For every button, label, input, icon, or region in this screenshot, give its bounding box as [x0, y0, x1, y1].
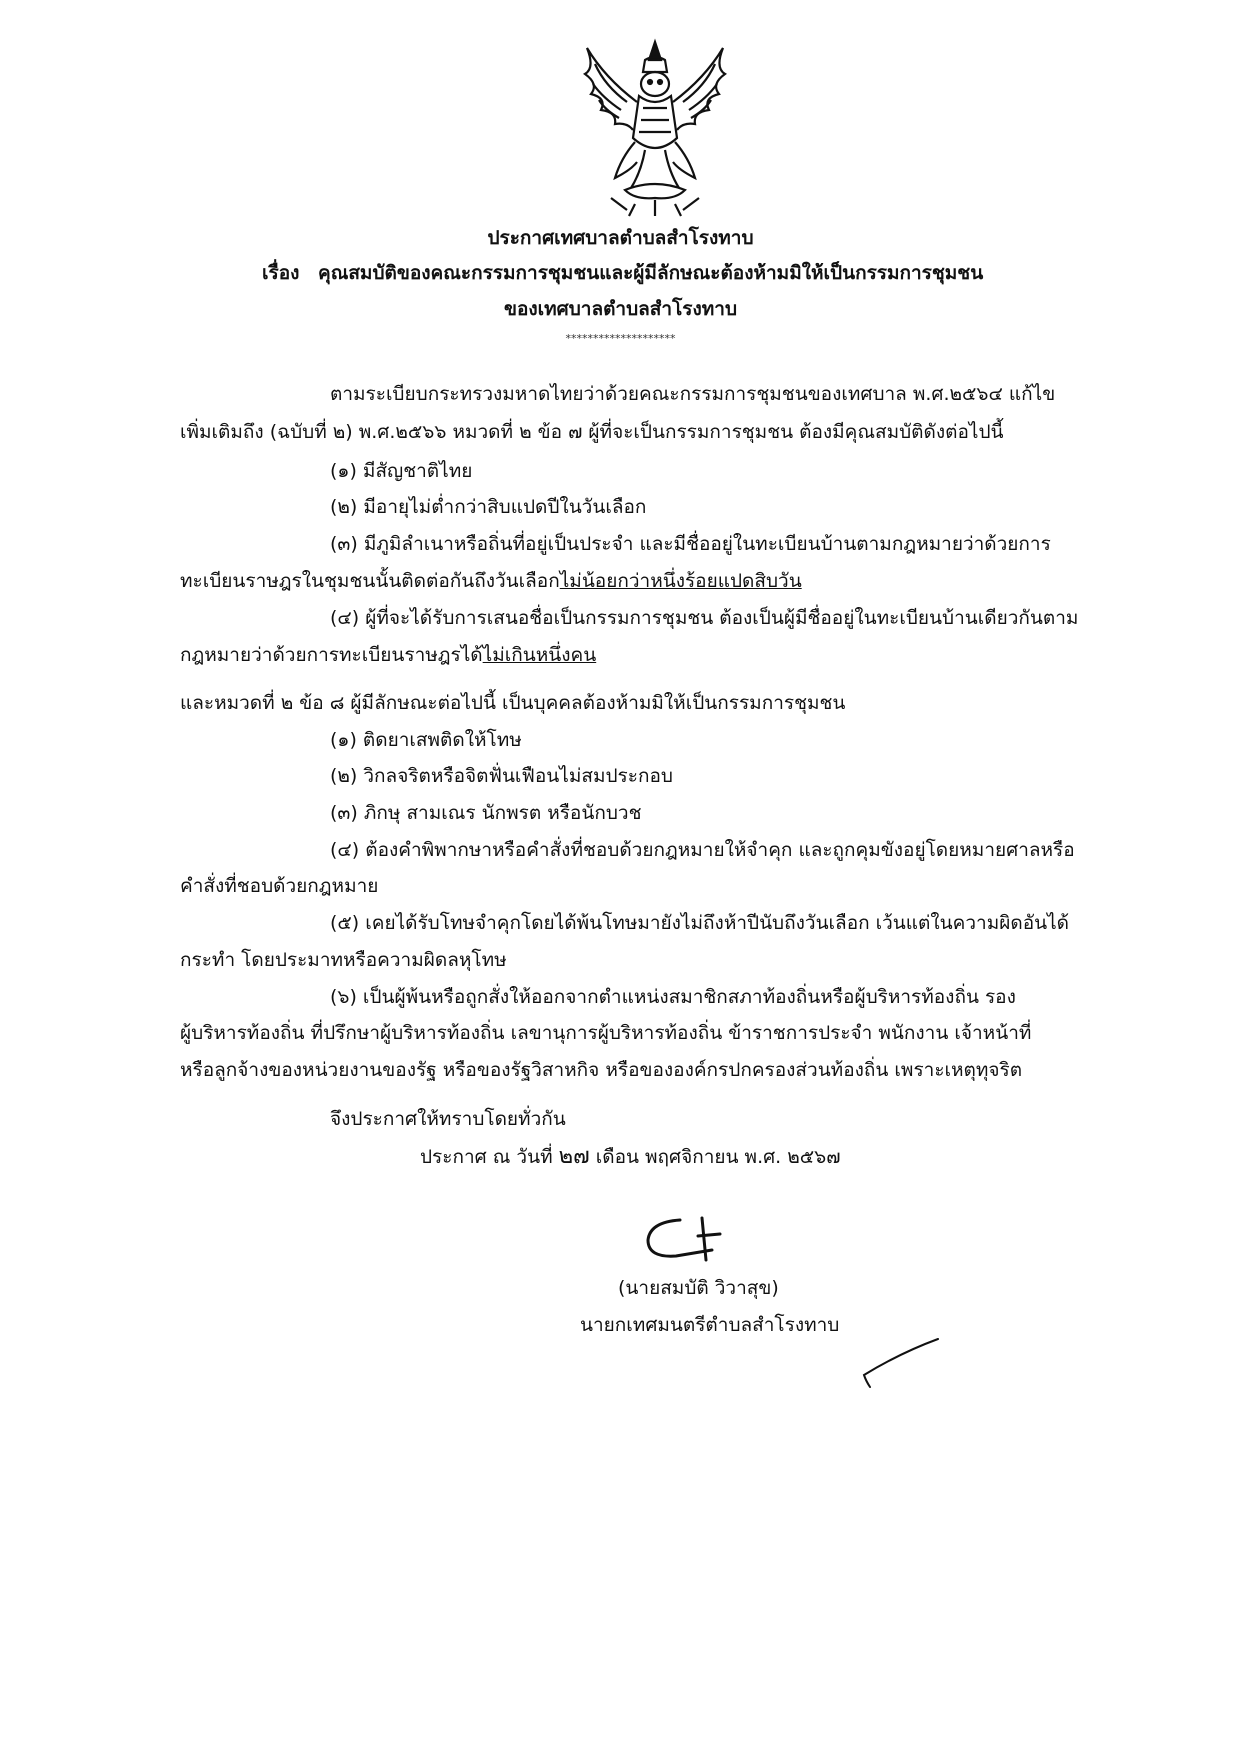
qualification-2: (๒) มีอายุไม่ต่ำกว่าสิบแปดปีในวันเลือก: [330, 496, 647, 518]
announce-statement: จึงประกาศให้ทราบโดยทั่วกัน: [330, 1108, 566, 1130]
date-prefix: ประกาศ ณ วันที่: [420, 1146, 553, 1168]
initial-tick-mark: [860, 1335, 940, 1390]
signature-mark: [640, 1210, 750, 1270]
prohibition-2: (๒) วิกลจริตหรือจิตฟั่นเฟือนไม่สมประกอบ: [330, 765, 673, 787]
qualification-3-text: ทะเบียนราษฎรในชุมชนนั้นติดต่อกันถึงวันเลือก: [180, 570, 560, 592]
document-title: ประกาศเทศบาลตำบลสำโรงทาบ: [487, 227, 754, 249]
prohibition-6-line-3: หรือลูกจ้างของหน่วยงานของรัฐ หรือของรัฐวิสาหกิจ หรือขององค์กรปกครองส่วนท้องถิ่น เพราะเหตุทุจริต: [180, 1059, 1023, 1081]
prohibition-6-line-1: (๖) เป็นผู้พ้นหรือถูกสั่งให้ออกจากตำแหน่งสมาชิกสภาท้องถิ่นหรือผู้บริหารท้องถิ่น รอง: [330, 986, 1016, 1008]
intro-line-2: เพิ่มเติมถึง (ฉบับที่ ๒) พ.ศ.๒๕๖๖ หมวดที่ ๒ ข้อ ๗ ผู้ที่จะเป็นกรรมการชุมชน ต้องมีคุณสมบัติดังต่อไปนี้: [180, 421, 1004, 443]
qualification-4-text: กฎหมายว่าด้วยการทะเบียนราษฎรได้: [180, 644, 483, 666]
qualification-4-line-2: [180, 641, 596, 669]
qualification-4-line-1: (๔) ผู้ที่จะได้รับการเสนอชื่อเป็นกรรมการชุมชน ต้องเป็นผู้มีชื่ออยู่ในทะเบียนบ้านเดียวกันตาม: [330, 607, 1079, 629]
signer-name: (นายสมบัติ วิวาสุข): [618, 1277, 779, 1299]
qualification-3-line-2: [180, 567, 802, 595]
prohibition-4-line-2: คำสั่งที่ชอบด้วยกฎหมาย: [180, 875, 379, 897]
subject-line-2: ของเทศบาลตำบลสำโรงทาบ: [503, 298, 738, 320]
prohibition-5-line-1: (๕) เคยได้รับโทษจำคุกโดยได้พ้นโทษมายังไม่ถึงห้าปีนับถึงวันเลือก เว้นแต่ในความผิดอันได้: [330, 912, 1069, 934]
prohibition-intro: และหมวดที่ ๒ ข้อ ๘ ผู้มีลักษณะต่อไปนี้ เป็นบุคคลต้องห้ามมิให้เป็นกรรมการชุมชน: [180, 692, 846, 714]
qualification-3-emphasis: ไม่น้อยกว่าหนึ่งร้อยแปดสิบวัน: [559, 570, 802, 592]
qualification-4-emphasis: ไม่เกินหนึ่งคน: [482, 644, 597, 666]
prohibition-1: (๑) ติดยาเสพติดให้โทษ: [330, 729, 522, 751]
announce-date: [420, 1143, 841, 1171]
prohibition-5-line-2: กระทำ โดยประมาทหรือความผิดลหุโทษ: [180, 949, 507, 971]
subject-line-1: คุณสมบัติของคณะกรรมการชุมชนและผู้มีลักษณะต้องห้ามมิให้เป็นกรรมการชุมชน: [318, 262, 984, 284]
qualification-1: (๑) มีสัญชาติไทย: [330, 460, 473, 482]
intro-line-1: ตามระเบียบกระทรวงมหาดไทยว่าด้วยคณะกรรมการชุมชนของเทศบาล พ.ศ.๒๕๖๔ แก้ไข: [330, 383, 1056, 405]
garuda-emblem-icon: [565, 38, 745, 218]
prohibition-4-line-1: (๔) ต้องคำพิพากษาหรือคำสั่งที่ชอบด้วยกฎหมายให้จำคุก และถูกคุมขังอยู่โดยหมายศาลหรือ: [330, 839, 1075, 861]
signer-title: นายกเทศมนตรีตำบลสำโรงทาบ: [580, 1314, 840, 1336]
date-day: ๒๗: [558, 1144, 590, 1169]
prohibition-6-line-2: ผู้บริหารท้องถิ่น ที่ปรึกษาผู้บริหารท้องถิ่น เลขานุการผู้บริหารท้องถิ่น ข้าราชการประจำ พนักงาน เจ้าหน้าที่: [180, 1022, 1032, 1044]
subject-label: เรื่อง: [262, 262, 300, 284]
prohibition-3: (๓) ภิกษุ สามเณร นักพรต หรือนักบวช: [330, 802, 642, 824]
qualification-3-line-1: (๓) มีภูมิลำเนาหรือถิ่นที่อยู่เป็นประจำ และมีชื่ออยู่ในทะเบียนบ้านตามกฎหมายว่าด้วยการ: [330, 533, 1051, 555]
date-rest: เดือน พฤศจิกายน พ.ศ. ๒๕๖๗: [595, 1146, 841, 1168]
separator: ********************: [565, 332, 676, 345]
